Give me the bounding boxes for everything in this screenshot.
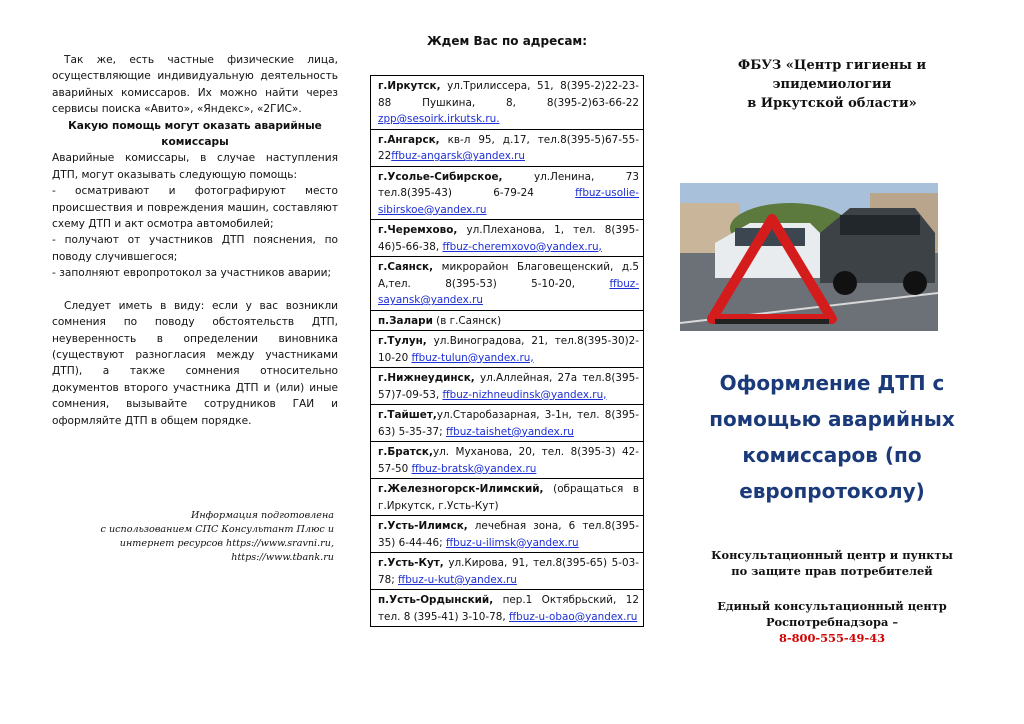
credit-line: интернет ресурсов https://www.sravni.ru, [119, 538, 334, 549]
accident-illustration [680, 183, 938, 331]
address-row [371, 368, 643, 405]
address-table [370, 75, 644, 627]
address-row [371, 405, 643, 442]
consult-center [672, 547, 992, 579]
address-email-link[interactable]: ffbuz-usolie-sibirskoe@yandex.ru [378, 187, 639, 216]
address-row [371, 130, 643, 167]
spacer [52, 282, 338, 298]
address-row [371, 220, 643, 257]
help-item: - осматривают и фотографируют место происшествия и повреждения машин, составляют схему ДТП и акт осмотра автомобилей; [52, 185, 338, 231]
help-item: - получают от участников ДТП пояснения, по поводу случившегося; [52, 234, 338, 263]
org-line: ФБУЗ «Центр гигиены и [737, 58, 927, 73]
headline-line: европротоколу) [739, 479, 925, 503]
address-details: ул.Ленина, 73 тел.8(395-43) 6-79-24 [378, 170, 639, 199]
address-email-link[interactable]: ffbuz-u-obao@yandex.ru [508, 610, 638, 623]
address-email-link[interactable]: ffbuz-tulun@yandex.ru, [411, 351, 534, 364]
unified-center [672, 598, 992, 646]
address-city: г.Братск, [378, 446, 433, 458]
headline-line: Оформление ДТП с [719, 371, 945, 395]
help-paragraph: Аварийные комиссары, в случае наступления ДТП, могут оказывать следующую помощь: [52, 152, 338, 181]
wheel [833, 271, 857, 295]
address-details: (обращаться в г.Иркутск, г.Усть-Кут) [378, 483, 639, 512]
intro-paragraph: Так же, есть частные физические лица, осуществляющие индивидуальную деятельность аварийных комиссаров. Их можно найти через сервисы поиска «Авито», «Яндекс», «2ГИС». [52, 54, 338, 116]
help-subtitle: Какую помощь могут оказать аварийные комиссары [68, 119, 322, 149]
credit-line: с использованием СПС Консультант Плюс и [100, 524, 334, 535]
address-details: (в г.Саянск) [432, 314, 502, 327]
address-city: г.Саянск, [378, 261, 434, 273]
address-email-link[interactable]: ffbuz-bratsk@yandex.ru [411, 462, 537, 475]
headline [672, 365, 992, 509]
credit-line: Информация подготовлена [190, 510, 334, 521]
headline-line: комиссаров (по [742, 443, 922, 467]
credit-line: https://www.tbank.ru [231, 552, 334, 563]
address-city: г.Тулун, [378, 335, 427, 347]
address-email-link[interactable]: ffbuz-u-ilimsk@yandex.ru [445, 536, 579, 549]
consult-line: по защите прав потребителей [731, 564, 933, 578]
address-details: ул.Кирова, 91, тел.8(395-65) 5-03-78; [378, 557, 639, 586]
right-column [672, 0, 992, 724]
address-city: г.Усть-Илимск, [378, 520, 468, 532]
help-item: - заполняют европротокол за участников аварии; [52, 267, 332, 280]
address-details: ул.Трилиссера, 51, 8(395-2)22-23-88 Пушкина, 8, 8(395-2)63-66-22 [378, 80, 639, 109]
address-email-link[interactable]: ffbuz-angarsk@yandex.ru [391, 150, 526, 162]
credit-note [84, 509, 334, 565]
addresses-title: Ждем Вас по адресам: [426, 34, 588, 48]
address-details: пер.1 Октябрьский, 12 тел. 8 (395-41) 3-10-78, [378, 594, 639, 623]
address-row [371, 76, 643, 130]
address-details: ул.Аллейная, 27а тел.8(395-57)7-09-53, [378, 372, 639, 401]
address-details: ул.Виноградова, 21, тел.8(395-30)2-10-20 [378, 335, 639, 364]
center-line: Единый консультационный центр [717, 599, 947, 613]
address-row [371, 442, 643, 479]
address-email-link[interactable]: ffbuz-taishet@yandex.ru [445, 425, 574, 438]
organization-name [672, 56, 992, 113]
address-city: г.Ангарск, [378, 133, 440, 146]
address-row [371, 331, 643, 368]
address-row [371, 311, 643, 332]
address-row [371, 479, 643, 516]
address-city: г.Усть-Кут, [378, 557, 444, 569]
address-row [371, 590, 643, 626]
org-line: в Иркутской области» [747, 96, 917, 111]
org-line: эпидемиологии [772, 77, 892, 92]
address-email-link[interactable]: ffbuz-cheremxovo@yandex.ru, [442, 240, 602, 253]
address-city: г.Черемхово, [378, 224, 458, 236]
headline-line: помощью аварийных [709, 407, 955, 431]
address-row [371, 167, 643, 221]
address-details: лечебная зона, 6 тел.8(395-35) 6-44-46; [378, 520, 639, 549]
address-email-link[interactable]: ffbuz-u-kut@yandex.ru [398, 573, 517, 586]
address-row [371, 553, 643, 590]
address-city: г.Тайшет, [378, 409, 437, 421]
address-details: ул.Старобазарная, 3-1н, тел. 8(395-63) 5-35-37; [378, 409, 639, 438]
address-city: п.Усть-Ордынский, [378, 594, 494, 606]
dark-car-window [840, 215, 920, 235]
address-details: микрорайон Благовещенский, д.5 А,тел. 8(395-53) 5-10-20, [378, 261, 639, 290]
address-city: г.Усолье-Сибирское, [378, 170, 503, 183]
address-city: г.Нижнеудинск, [378, 372, 475, 384]
triangle-stand [715, 319, 829, 324]
consult-line: Консультационный центр и пункты [711, 548, 953, 562]
address-email-link[interactable]: ffbuz-nizhneudinsk@yandex.ru, [442, 388, 607, 401]
address-city: г.Железногорск-Илимский, [378, 483, 544, 495]
wheel [903, 271, 927, 295]
address-email-link[interactable]: ffbuz-sayansk@yandex.ru [378, 277, 639, 306]
address-city: г.Иркутск, [378, 80, 441, 92]
address-row [371, 516, 643, 553]
center-line: Роспотребнадзора – [765, 615, 899, 629]
address-row [371, 257, 643, 311]
address-details: ул. Муханова, 20, тел. 8(395-3) 42-57-50 [378, 446, 639, 475]
hotline-phone[interactable]: 8-800-555-49-43 [778, 631, 886, 645]
address-details: кв-л 95, д.17, тел.8(395-5)67-55-22 [378, 133, 639, 162]
address-city: п.Залари [378, 314, 433, 327]
accident-photo [680, 183, 938, 331]
middle-column [370, 0, 644, 724]
left-column [52, 0, 338, 724]
warning-paragraph: Следует иметь в виду: если у вас возникли сомнения по поводу обстоятельств ДТП, неуверенность в определении виновника (существуют разногласия между участниками ДТП), а также сомнения относительно документов второго участника ДТП и (или) иные сомнения, вызывайте сотрудников ГАИ и оформляйте ДТП в общем порядке. [52, 299, 338, 427]
address-details: ул.Плеханова, 1, тел. 8(395-46)5-66-38, [378, 224, 639, 253]
address-email-link[interactable]: zpp@sesoirk.irkutsk.ru. [378, 113, 500, 125]
